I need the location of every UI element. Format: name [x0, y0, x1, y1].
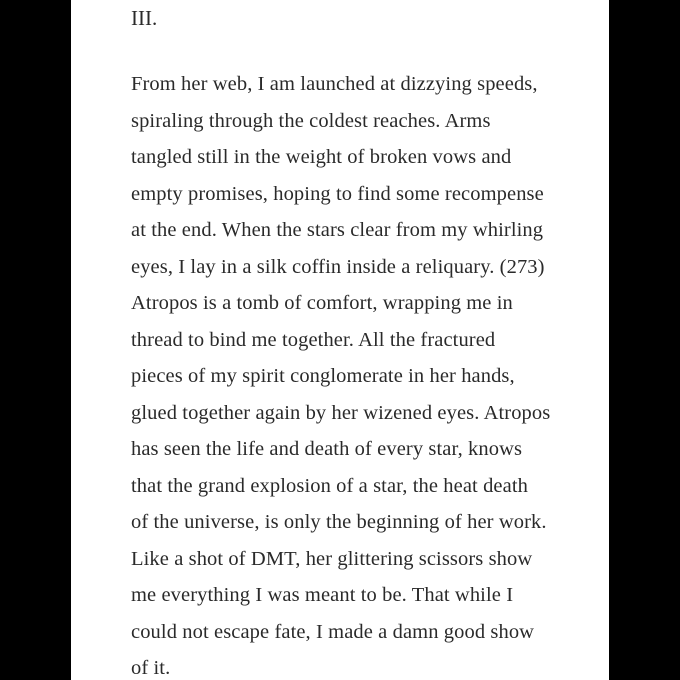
body-text-line: of the universe, is only the beginning of her work. — [131, 511, 547, 533]
body-text-line: Like a shot of DMT, her glittering scissors show — [131, 547, 533, 570]
document-page — [71, 0, 609, 680]
body-text-line: tangled still in the weight of broken vows and — [131, 146, 512, 168]
body-text-line: that the grand explosion of a star, the heat death — [131, 474, 528, 497]
body-text-line: pieces of my spirit conglomerate in her hands, — [131, 365, 515, 387]
body-text-line: has seen the life and death of every star, knows — [131, 438, 523, 460]
body-text-line: me everything I was meant to be. That while I — [131, 584, 514, 606]
body-text — [131, 66, 550, 680]
body-text-line: at the end. When the stars clear from my whirling — [131, 219, 544, 241]
section-number: III. — [131, 6, 158, 30]
body-text-line: could not escape fate, I made a damn good show — [131, 620, 535, 643]
body-text-line: From her web, I am launched at dizzying speeds, — [131, 73, 538, 95]
body-text-line: thread to bind me together. All the fractured — [131, 328, 496, 351]
body-text-line: of it. — [131, 657, 171, 679]
body-text-line: eyes, I lay in a silk coffin inside a reliquary. (273) — [131, 255, 545, 278]
body-text-line: glued together again by her wizened eyes. Atropos — [131, 401, 551, 424]
body-text-line: spiraling through the coldest reaches. Arms — [131, 109, 491, 132]
body-text-line: empty promises, hoping to find some recompense — [131, 182, 544, 205]
body-text-line: Atropos is a tomb of comfort, wrapping me in — [131, 292, 513, 314]
